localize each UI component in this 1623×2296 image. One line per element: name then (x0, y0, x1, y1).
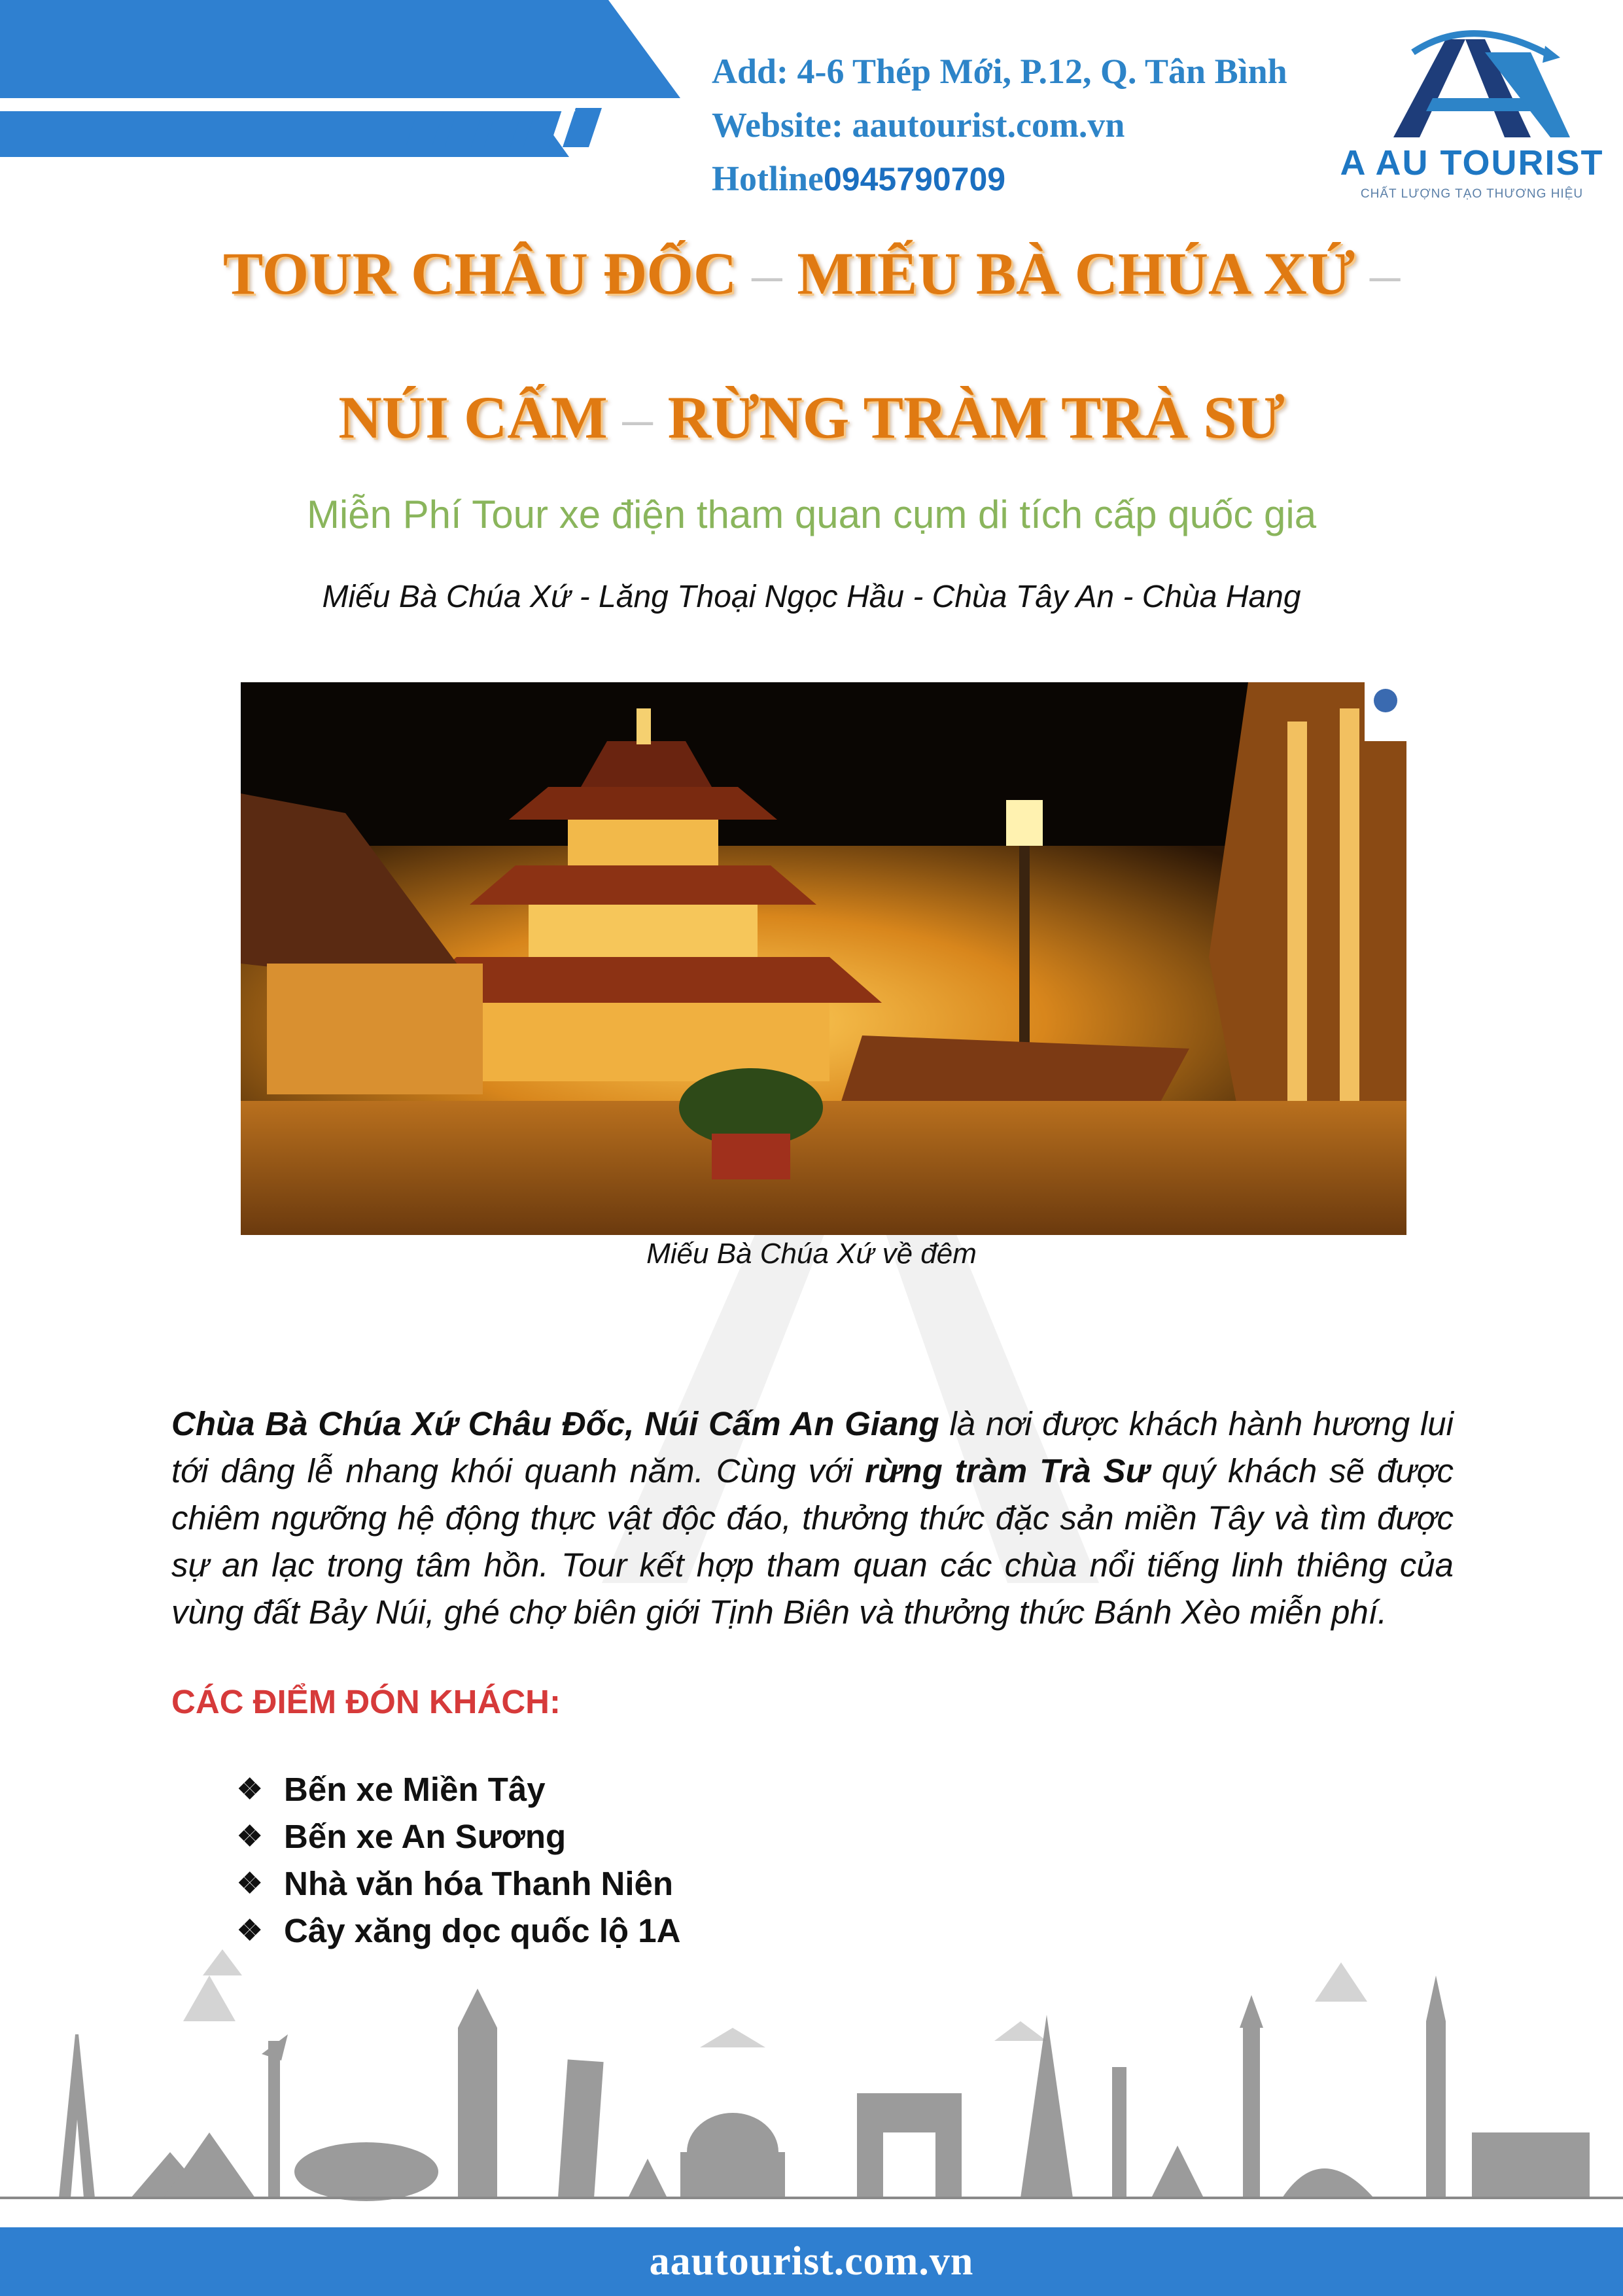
diamond-bullet-icon: ❖ (237, 1915, 263, 1947)
pickup-point: Bến xe An Sương (284, 1818, 567, 1855)
title-part-chau-doc: TOUR CHÂU ĐỐC (222, 240, 737, 307)
world-landmarks-skyline (0, 1936, 1623, 2211)
diamond-bullet-icon: ❖ (237, 1820, 263, 1852)
diamond-bullet-icon: ❖ (237, 1773, 263, 1805)
contact-info (712, 44, 1399, 206)
logo-name: A AU TOURIST (1340, 143, 1604, 183)
footer-website-link[interactable]: aautourist.com.vn (649, 2239, 974, 2284)
temple-night-photo (241, 682, 1406, 1235)
heritage-sites-list: Miếu Bà Chúa Xứ - Lăng Thoại Ngọc Hầu - Chùa Tây An - Chùa Hang (322, 580, 1301, 614)
logo-mark-icon (1335, 26, 1609, 144)
tour-title-line-2 (0, 383, 1623, 452)
list-item (237, 1813, 680, 1860)
title-part-mieu-ba: MIẾU BÀ CHÚA XỨ (797, 240, 1355, 307)
hotline-line (712, 152, 1399, 206)
header-band-graphic (0, 0, 687, 157)
title-dash: – (1370, 240, 1401, 307)
title-part-rung-tram: RỪNG TRÀM TRÀ SƯ (667, 384, 1285, 451)
address-text: Add: 4-6 Thép Mới, P.12, Q. Tân Bình (712, 52, 1287, 91)
hotline-label: Hotline (712, 159, 824, 198)
intro-highlight-destination: Chùa Bà Chúa Xứ Châu Đốc, Núi Cấm An Giang (171, 1405, 939, 1442)
hotline-number[interactable]: 0945790709 (824, 161, 1006, 198)
free-tour-subtitle: Miễn Phí Tour xe điện tham quan cụm di tích cấp quốc gia (306, 493, 1317, 536)
pickup-point: Bến xe Miền Tây (284, 1771, 546, 1808)
intro-paragraph (171, 1400, 1454, 1636)
pickup-point: Cây xăng dọc quốc lộ 1A (284, 1912, 681, 1949)
photo-caption: Miếu Bà Chúa Xứ về đêm (646, 1238, 977, 1270)
company-logo (1335, 26, 1609, 203)
list-item (237, 1860, 680, 1907)
title-dash: – (752, 240, 782, 307)
title-dash: – (622, 384, 653, 451)
title-part-nui-cam: NÚI CẤM (338, 384, 608, 451)
intro-text-1: là nơi được khách hành hương lui tới dâng lễ nhang khói quanh năm. Cùng với (171, 1405, 1454, 1489)
list-item (237, 1766, 680, 1813)
website-link[interactable]: Website: aautourist.com.vn (712, 105, 1125, 145)
pickup-point: Nhà văn hóa Thanh Niên (284, 1865, 674, 1902)
intro-highlight-forest: rừng tràm Trà Sư (865, 1452, 1149, 1489)
pickup-points-list (237, 1766, 680, 1955)
tour-title-line-1 (0, 239, 1623, 308)
intro-text-2: quý khách sẽ được chiêm ngưỡng hệ động thực vật độc đáo, thưởng thức đặc sản miền Tây và tìm được sự an lạc trong tâm hồn. Tour kết hợp tham quan các chùa nổi tiếng linh thiêng của vùng đất Bảy Núi, ghé chợ biên giới Tịnh Biên và thưởng thức Bánh Xèo miễn phí. (171, 1452, 1454, 1631)
pickup-points-heading: CÁC ĐIỂM ĐÓN KHÁCH: (171, 1683, 561, 1720)
logo-slogan: CHẤT LƯỢNG TẠO THƯƠNG HIỆU (1360, 187, 1584, 201)
diamond-bullet-icon: ❖ (237, 1868, 263, 1900)
